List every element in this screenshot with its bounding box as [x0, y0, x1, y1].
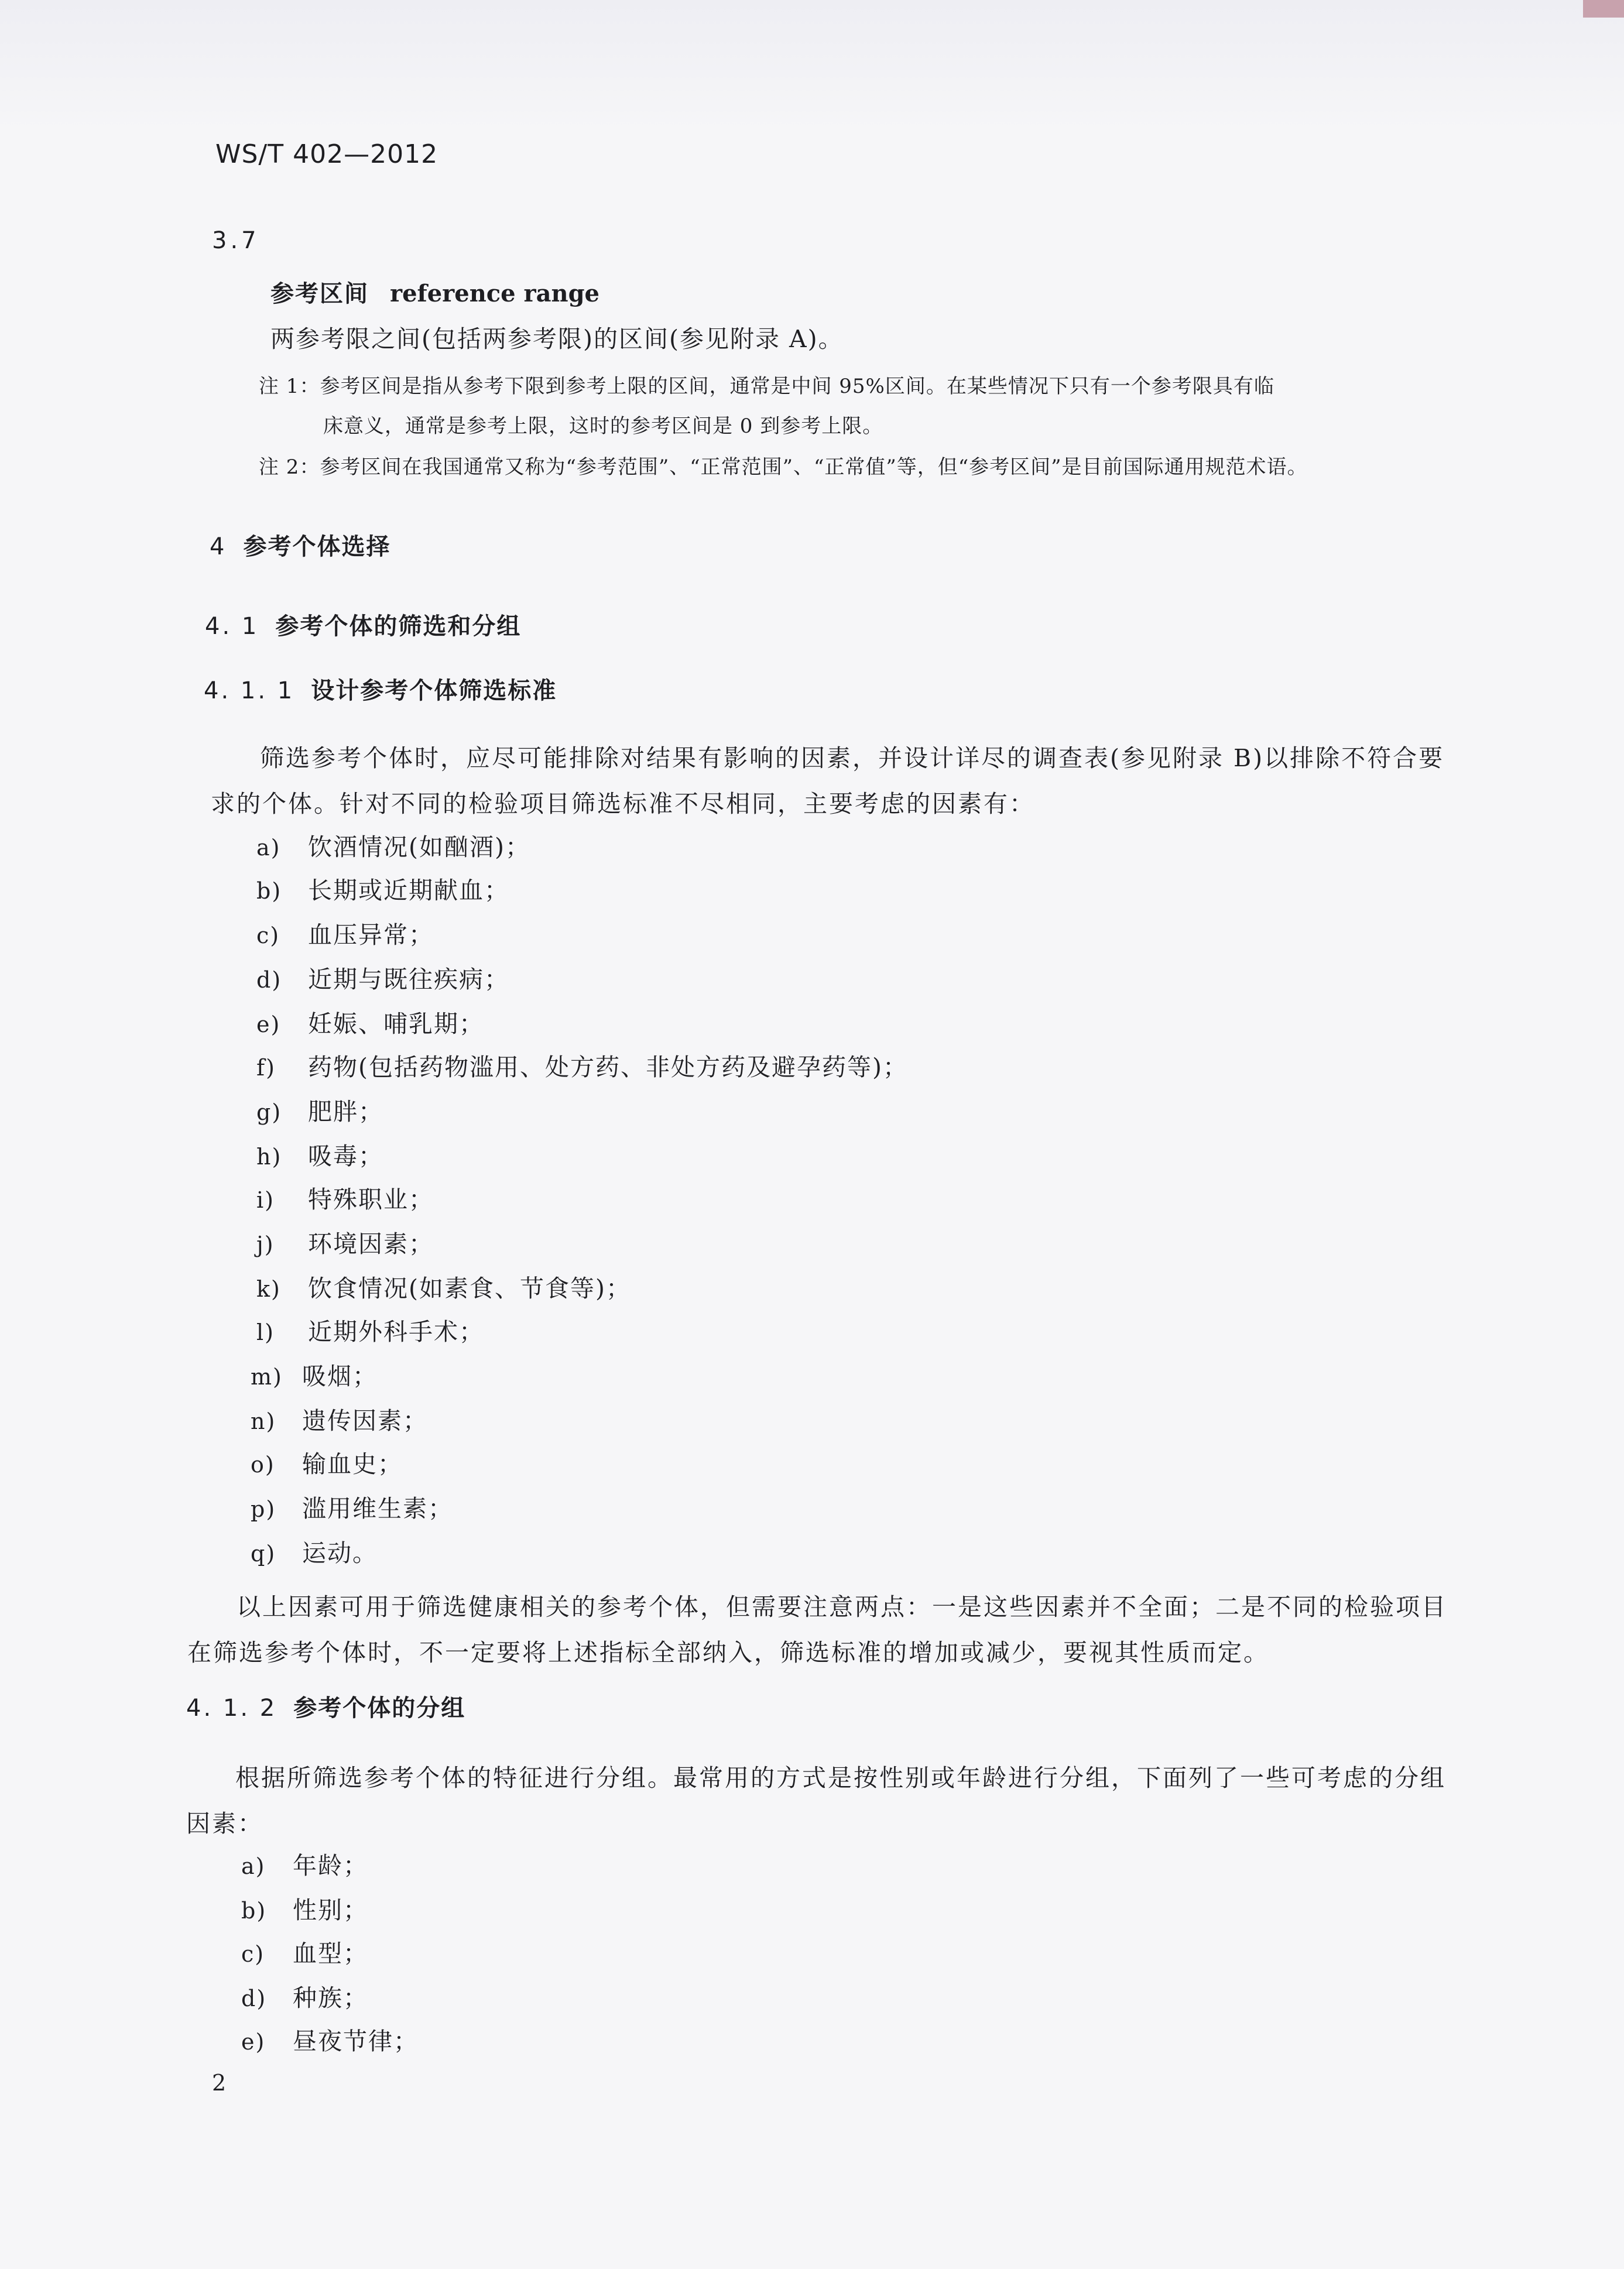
- page-number: 2: [212, 2070, 227, 2096]
- section-number: 4. 1. 1: [204, 677, 295, 704]
- list-item: [251, 1534, 378, 1568]
- list-text: 药物(包括药物滥用、处方药、非处方药及避孕药等)；: [308, 1053, 908, 1081]
- section-number: 4: [210, 533, 227, 560]
- term-reference-range: [270, 275, 599, 309]
- list-text: 吸烟；: [302, 1362, 378, 1390]
- section-number: 4. 1. 2: [186, 1695, 277, 1722]
- list-item: [251, 1445, 403, 1479]
- list-marker: k): [256, 1276, 281, 1302]
- section-title: 参考个体的分组: [293, 1695, 466, 1722]
- list-marker: e): [241, 2029, 266, 2055]
- list-marker: a): [241, 1853, 266, 1879]
- list-marker: i): [256, 1187, 275, 1213]
- list-item: [256, 960, 509, 995]
- list-item: [256, 1312, 484, 1347]
- list-item: [256, 916, 434, 950]
- list-text: 肥胖；: [308, 1098, 383, 1126]
- list-item: [251, 1401, 428, 1436]
- scan-shadow: [0, 0, 1624, 135]
- list-marker: g): [256, 1099, 282, 1125]
- list-item: [256, 1137, 383, 1171]
- section-title: 参考个体的筛选和分组: [275, 613, 522, 640]
- list-item: [241, 1846, 368, 1881]
- section-4-1-1-intro: 筛选参考个体时，应尽可能排除对结果有影响的因素，并设计详尽的调查表(参见附录 B)以排除不符合要求的个体。针对不同的检验项目筛选标准不尽相同，主要考虑的因素有：: [211, 744, 1445, 818]
- section-4-heading: [210, 528, 390, 561]
- list-marker: d): [241, 1986, 267, 2011]
- list-text: 近期与既往疾病；: [308, 965, 509, 993]
- list-text: 环境因素；: [308, 1230, 434, 1258]
- list-text: 滥用维生素；: [302, 1495, 453, 1523]
- list-marker: l): [256, 1319, 275, 1345]
- list-text: 饮酒情况(如酗酒)；: [308, 833, 530, 861]
- list-marker: b): [241, 1898, 267, 1924]
- section-4-1-1-closing: 以上因素可用于筛选健康相关的参考个体，但需要注意两点：一是这些因素并不全面；二是不同的检验项目在筛选参考个体时，不一定要将上述指标全部纳入，筛选标准的增加或减少，要视其性质而定。: [187, 1593, 1447, 1667]
- list-marker: e): [256, 1012, 281, 1037]
- list-item: [256, 871, 509, 906]
- list-marker: c): [256, 923, 280, 948]
- list-text: 近期外科手术；: [308, 1318, 484, 1346]
- term-zh: 参考区间: [270, 280, 369, 307]
- note-2: 注 2：参考区间在我国通常又称为“参考范围”、“正常范围”、“正常值”等，但“参考区间”是目前国际通用规范术语。: [259, 455, 1308, 479]
- list-item: [241, 1934, 368, 1969]
- list-marker: n): [251, 1408, 276, 1434]
- list-item: [241, 2022, 419, 2057]
- section-title: 设计参考个体筛选标准: [311, 677, 557, 704]
- clause-number-3-7: 3.7: [212, 227, 260, 254]
- list-marker: f): [256, 1055, 276, 1081]
- list-item: [256, 1269, 631, 1304]
- list-marker: m): [251, 1364, 283, 1390]
- list-marker: a): [256, 835, 281, 861]
- list-text: 遗传因素；: [302, 1407, 428, 1435]
- list-text: 血压异常；: [308, 921, 434, 949]
- list-marker: d): [256, 967, 282, 993]
- section-number: 4. 1: [205, 613, 259, 640]
- list-text: 长期或近期献血；: [308, 876, 509, 904]
- list-marker: j): [256, 1232, 275, 1257]
- list-item: [241, 1979, 368, 2013]
- list-text: 昼夜节律；: [293, 2027, 419, 2055]
- list-item: [251, 1489, 453, 1524]
- section-4-1-1-heading: [204, 672, 557, 705]
- list-text: 种族；: [293, 1984, 368, 2012]
- section-4-1-2-heading: [186, 1689, 465, 1723]
- standard-code-header: WS/T 402—2012: [215, 139, 438, 169]
- list-item: [241, 1891, 368, 1925]
- list-marker: c): [241, 1941, 265, 1967]
- scan-edge-mark: [1583, 0, 1624, 18]
- list-text: 性别；: [293, 1896, 368, 1924]
- list-text: 运动。: [302, 1539, 378, 1567]
- note-1-line-1: 注 1：参考区间是指从参考下限到参考上限的区间，通常是中间 95%区间。在某些情况下只有一个参考限具有临: [259, 375, 1274, 398]
- list-item: [251, 1357, 378, 1391]
- list-marker: h): [256, 1144, 282, 1170]
- list-item: [256, 828, 530, 862]
- list-marker: p): [251, 1496, 276, 1522]
- section-4-1-2-intro: 根据所筛选参考个体的特征进行分组。最常用的方式是按性别或年龄进行分组，下面列了一些可考虑的分组因素：: [186, 1764, 1446, 1838]
- list-marker: q): [251, 1541, 276, 1567]
- list-text: 年龄；: [293, 1852, 368, 1880]
- list-item: [256, 1180, 434, 1215]
- list-text: 饮食情况(如素食、节食等)；: [308, 1274, 631, 1303]
- list-text: 血型；: [293, 1939, 368, 1968]
- note-1-line-2: 床意义，通常是参考上限，这时的参考区间是 0 到参考上限。: [323, 414, 883, 438]
- section-4-1-heading: [205, 608, 521, 641]
- section-title: 参考个体选择: [243, 533, 391, 560]
- list-text: 输血史；: [302, 1450, 403, 1478]
- list-marker: o): [251, 1452, 275, 1478]
- list-text: 吸毒；: [308, 1142, 383, 1170]
- list-item: [256, 1092, 383, 1127]
- list-item: [256, 1048, 908, 1082]
- list-text: 妊娠、哺乳期；: [308, 1010, 484, 1038]
- list-text: 特殊职业；: [308, 1185, 434, 1214]
- term-en: reference range: [390, 280, 600, 307]
- list-item: [256, 1005, 484, 1039]
- term-definition: 两参考限之间(包括两参考限)的区间(参见附录 A)。: [270, 325, 844, 353]
- list-marker: b): [256, 878, 282, 904]
- list-item: [256, 1225, 434, 1259]
